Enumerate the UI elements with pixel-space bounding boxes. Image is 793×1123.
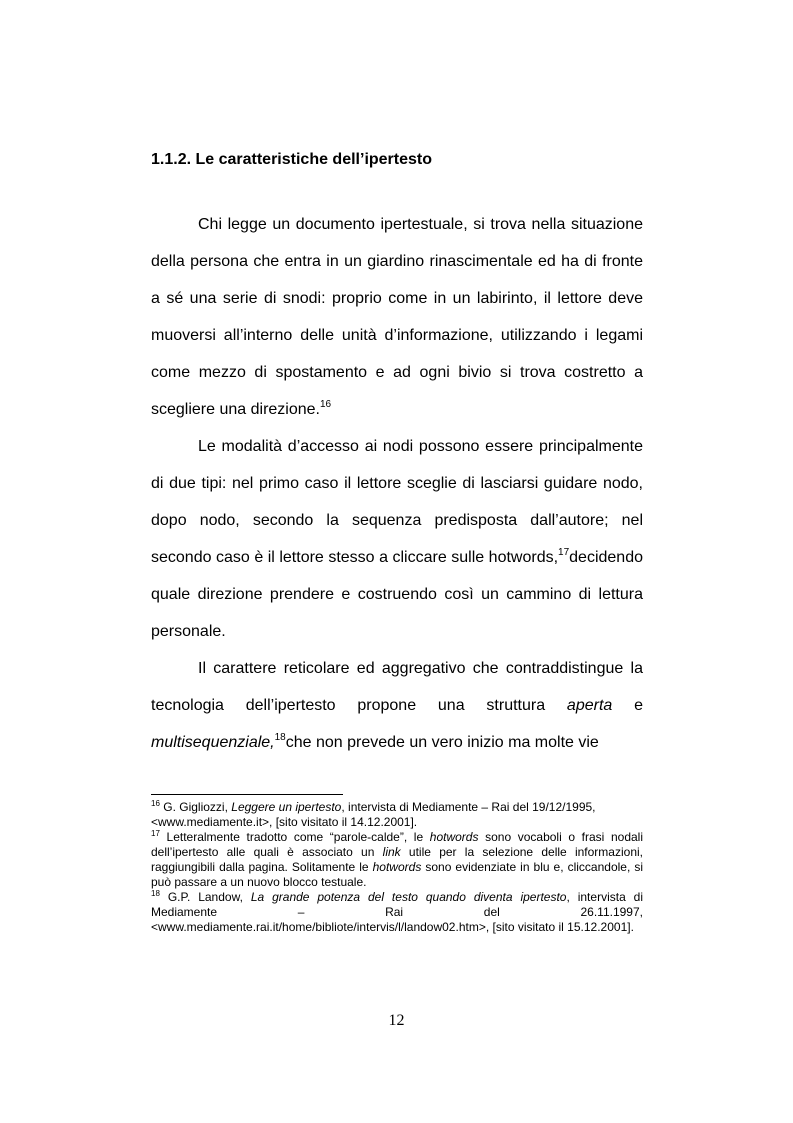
footnotes <box>151 800 643 935</box>
footnote-16-line-2: <www.mediamente.it>, [sito visitato il 14.12.2001]. <box>151 815 418 829</box>
paragraph-3-text-mid: e <box>612 697 644 714</box>
footnote-18-text-b: , intervista di Mediamente – Rai del 26.11.1997, <www.mediamente.rai.it/home/bibliote/intervis/l/landow02.htm>, [sito visitato il 15.12.2001]. <box>151 890 643 934</box>
paragraph-1 <box>151 206 643 428</box>
footnote-17-mark: 17 <box>151 829 160 838</box>
footnote-16-line-1 <box>151 800 643 815</box>
emphasis-aperta: aperta <box>566 697 613 714</box>
paragraph-3-text-before: Il carattere reticolare ed aggregativo che contraddistingue la tecnologia dell’ipertesto propone una struttura <box>151 660 643 714</box>
footnote-ref-17: 17 <box>558 547 570 558</box>
paragraph-3 <box>151 650 643 761</box>
paragraph-2-text-after: decidendo quale direzione prendere e costruendo così un cammino di lettura personale. <box>151 549 643 640</box>
body-text <box>151 206 643 761</box>
footnote-17-emphasis-3: hotwords <box>372 860 422 874</box>
footnote-17-text-c: utile per la selezione delle informazioni, raggiungibili dalla pagina. Solitamente le <box>151 845 643 874</box>
page-number: 12 <box>388 1012 405 1029</box>
footnote-18-mark: 18 <box>151 889 160 898</box>
footnote-16-title: Leggere un ipertesto <box>231 800 342 814</box>
paragraph-1-text: Chi legge un documento ipertestuale, si trova nella situazione della persona che entra in un giardino rinascimentale ed ha di fronte a sé una serie di snodi: proprio come in un labirinto, il lettore deve muoversi all’interno delle unità d’informazione, utilizzando i legami come mezzo di spostamento e ad ogni bivio si trova costretto a scegliere una direzione. <box>151 216 643 418</box>
footnote-17 <box>151 830 643 890</box>
paragraph-2-text-before: Le modalità d’accesso ai nodi possono essere principalmente di due tipi: nel primo caso il lettore sceglie di lasciarsi guidare nodo, dopo nodo, secondo la sequenza predisposta dall’autore; nel secondo caso è il lettore stesso a cliccare sulle hotwords, <box>151 438 643 566</box>
paragraph-2 <box>151 428 643 650</box>
footnote-17-emphasis-2: link <box>382 845 401 859</box>
footnote-separator <box>151 794 343 795</box>
footnote-16 <box>151 800 643 830</box>
section-heading: 1.1.2. Le caratteristiche dell’ipertesto <box>151 151 433 168</box>
footnote-16-text-a: G. Gigliozzi, <box>159 800 232 814</box>
footnote-ref-18: 18 <box>274 732 286 743</box>
footnote-16-text-b: , intervista di Mediamente – Rai del 19/12/1995, <box>341 800 596 814</box>
footnote-17-text-b: sono vocaboli o frasi nodali dell’ipertesto alle quali è associato un <box>151 830 644 859</box>
footnote-18 <box>151 890 643 935</box>
paragraph-3-text-after: che non prevede un vero inizio ma molte vie <box>285 734 599 751</box>
footnote-17-text-d: sono evidenziate in blu e, cliccandole, si può passare a un nuovo blocco testuale. <box>151 860 643 889</box>
emphasis-multisequenziale: multisequenziale, <box>151 734 275 751</box>
footnote-18-title: La grande potenza del testo quando diventa ipertesto <box>250 890 567 904</box>
footnote-17-text-a: Letteralmente tradotto come “parole-calde”, le <box>159 830 430 844</box>
footnote-18-text-a: G.P. Landow, <box>159 890 251 904</box>
footnote-17-emphasis-1: hotwords <box>429 830 479 844</box>
footnote-ref-16: 16 <box>320 399 332 410</box>
footnote-16-mark: 16 <box>151 799 160 808</box>
